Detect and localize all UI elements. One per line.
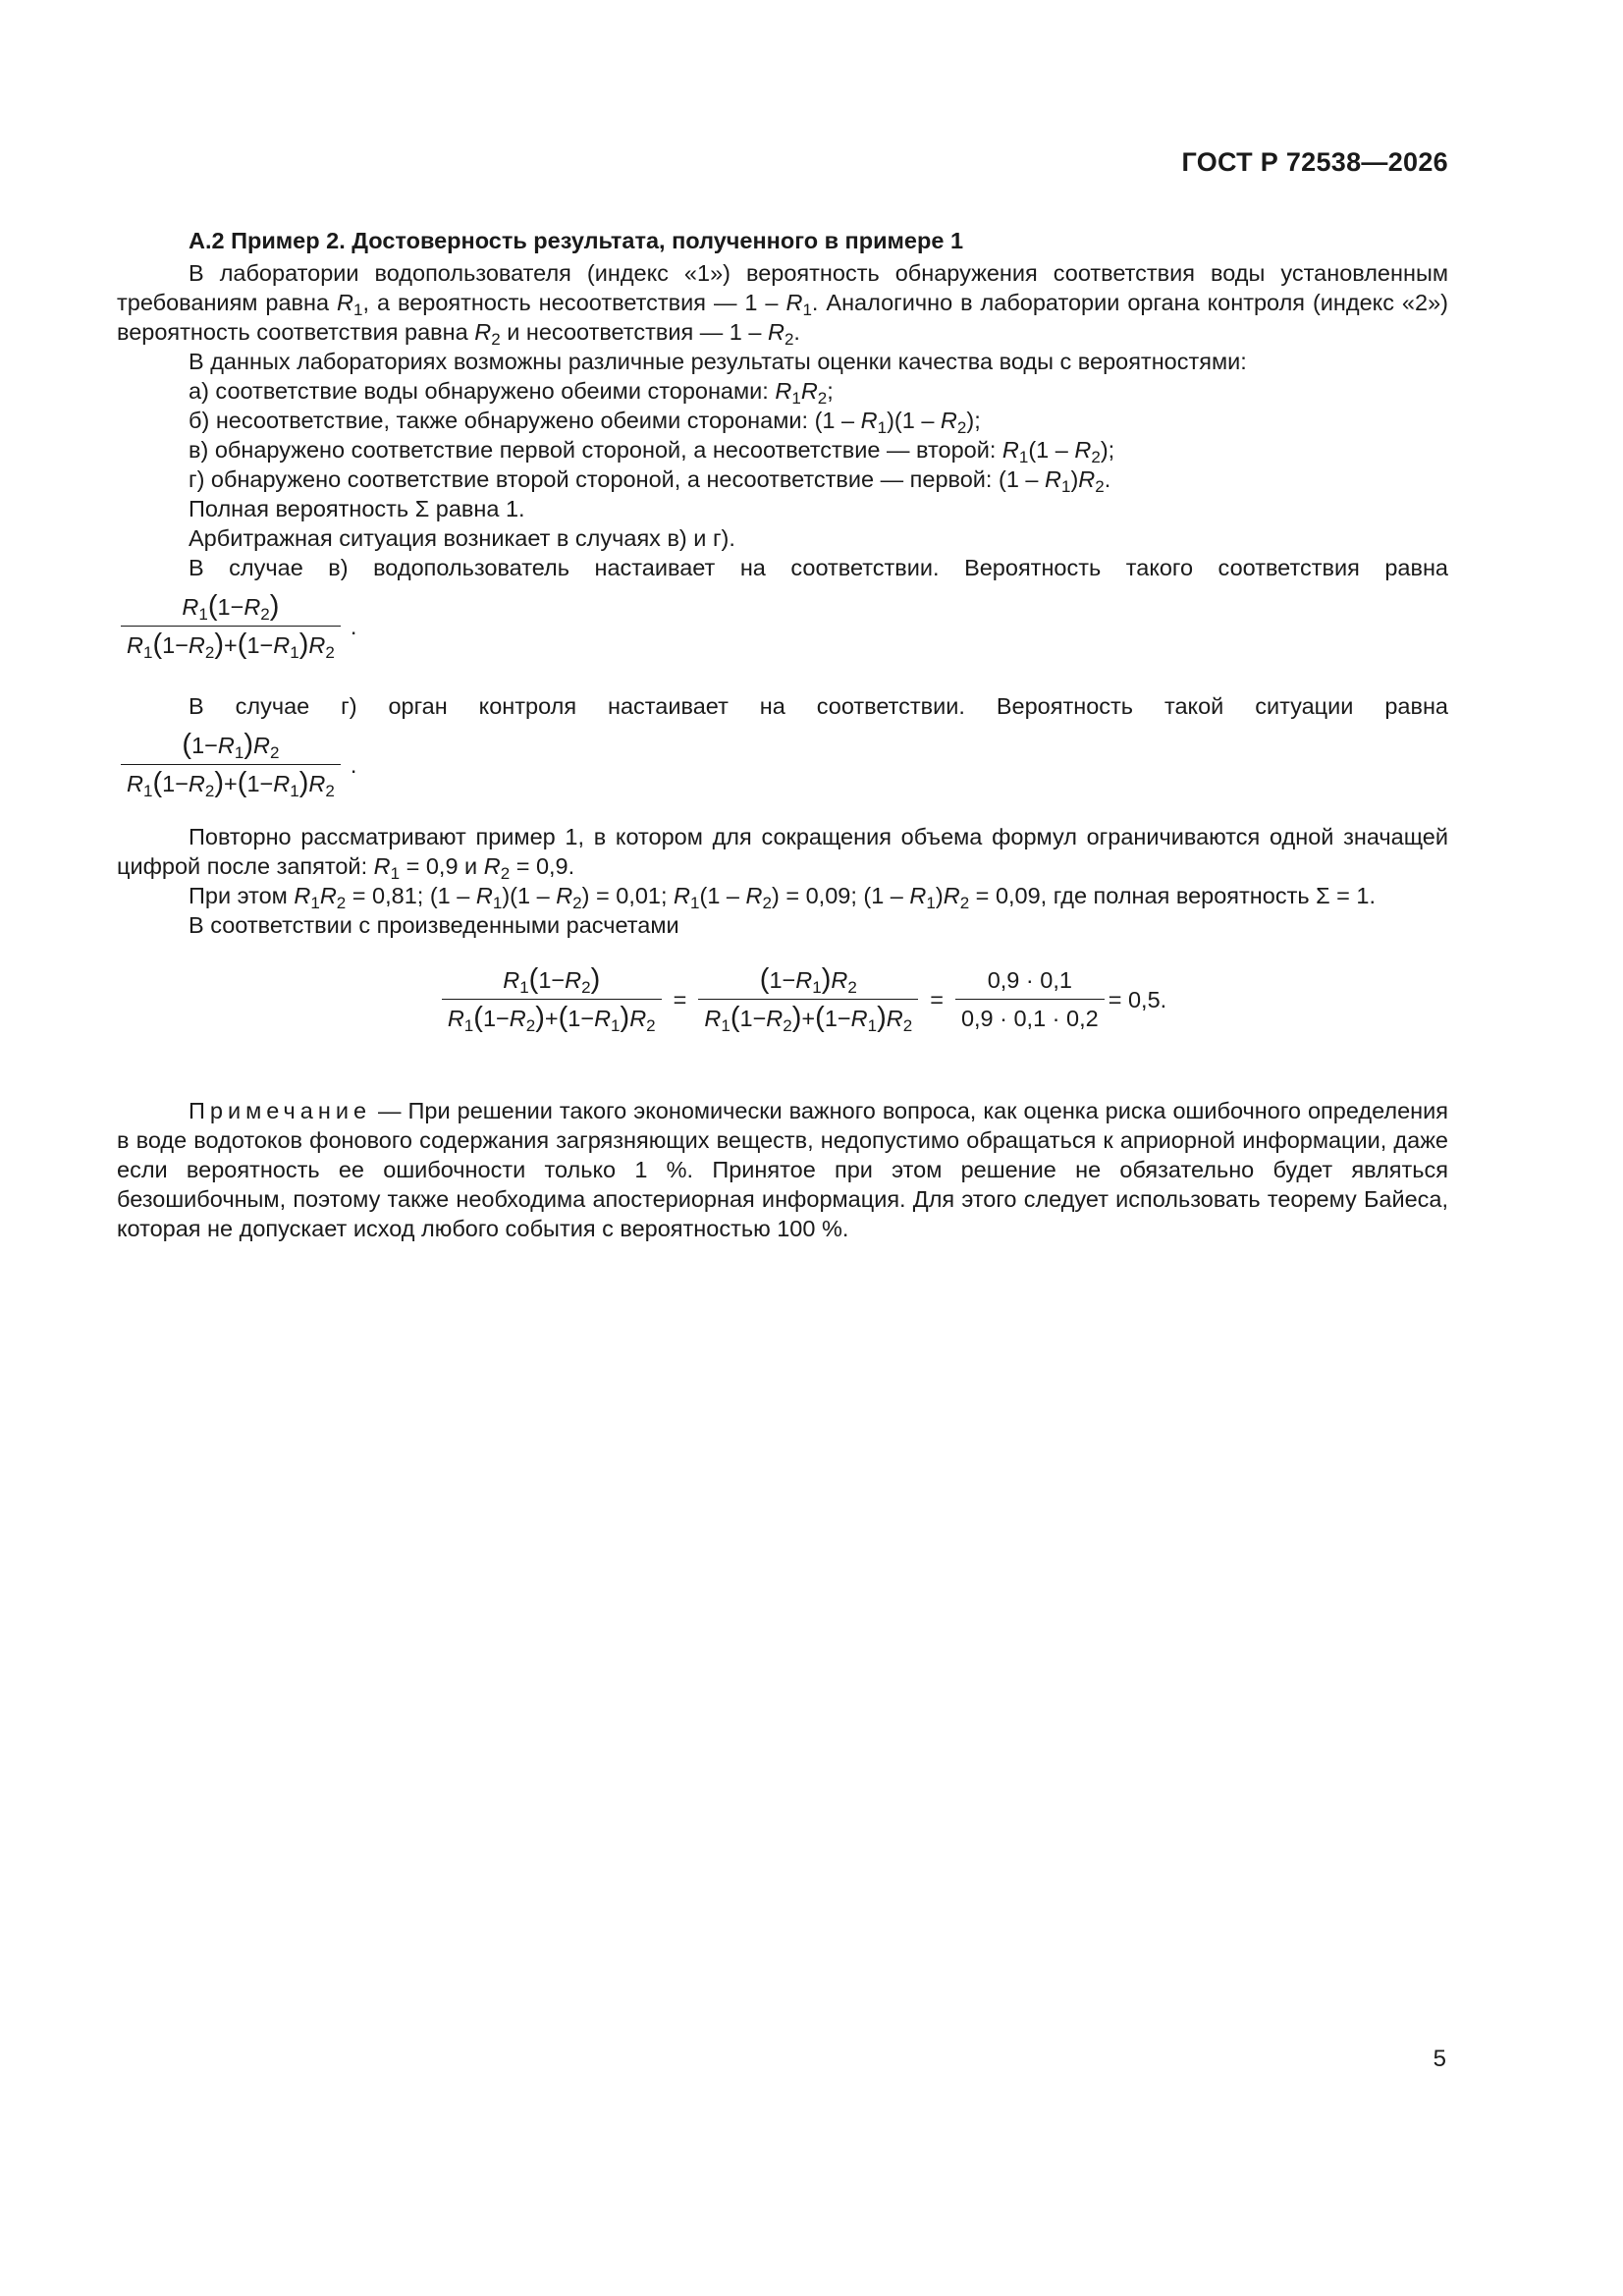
equation-result: = 0,5. — [1108, 986, 1167, 1012]
list-item-b: б) несоответствие, также обнаружено обеими сторонами: $(1 - R_1)(1 - R_2)$; — [189, 408, 981, 437]
equation-final: $\frac{R_1(1-R_2)}{R_1(1-R_2)+(1-R_1)R_2}$ = $\frac{(1-R_1)R_2}{R_1(1-R_2)+(1-R_1)R_2}$ = $\frac{0,9 \cdot 0,1}{0,9 \cdot 0,1 \cdot 0,2}$ = 0,5. — [117, 963, 1448, 1035]
formula-case-v: $\frac{R_1(1-R_2)}{R_1(1-R_2)+(1-R_1)R_2}$ . — [117, 590, 1448, 662]
note-label: Примечание — [189, 1098, 372, 1123]
list-item-g: г) обнаружено соответствие второй стороной, а несоответствие — первой: $(1 - R_1)R_2$. — [189, 466, 1111, 496]
list-item-a: а) соответствие воды обнаружено обеими сторонами: $R_1R_2$; — [189, 378, 834, 408]
list-item-v: в) обнаружено соответствие первой стороной, а несоответствие — второй: $R_1(1 - R_2)$; — [189, 437, 1115, 466]
paragraph-calculation-intro: В соответствии с произведенными расчетами — [189, 912, 679, 938]
sum-line: Полная вероятность Σ равна 1. — [189, 496, 525, 521]
arbitration-line: Арбитражная ситуация возникает в случаях в) и г). — [189, 525, 735, 551]
formula-case-g: $\frac{(1-R_1)R_2}{R_1(1-R_2)+(1-R_1)R_2}$ . — [117, 729, 1448, 800]
paragraph-probabilities: В лаборатории водопользователя (индекс «1») вероятность обнаружения соответствия воды установленным требованиям равна $R_1$, а вероятность несоответствия — $1 - R_1$. Аналогично в лаборатории органа контроля (индекс «2») вероятность соответствия равна $R_2$ и несоответствия — $1 - R_2$. — [117, 260, 1448, 349]
document-code: ГОСТ Р 72538—2026 — [1181, 147, 1448, 177]
paragraph-outcomes-intro: В данных лабораториях возможны различные результаты оценки качества воды с вероятностями: — [189, 349, 1247, 374]
paragraph-computed-values: При этом $R_1R_2 = 0,81$; $(1 - R_1)(1 - R_2) = 0,01$; $R_1(1 - R_2) = 0,09$; $(1 - R_1)R_2 = 0,09$, где полная вероятность Σ = 1. — [189, 883, 1377, 912]
page-number: 5 — [1433, 2046, 1446, 2072]
section-title: А.2 Пример 2. Достоверность результата, полученного в примере 1 — [189, 228, 964, 253]
note: Примечание — При решении такого экономически важного вопроса, как оценка риска ошибочного определения в воде водотоков фонового содержания загрязняющих веществ, недопустимо обращаться к априорной информации, даже если вероятность ее ошибочности только 1 %. Принятое при этом решение не обязательно будет являться безошибочным, поэтому также необходима апостериорная информация. Для этого следует использовать теорему Байеса, которая не допускает исход любого события с вероятностью 100 %. — [117, 1098, 1448, 1241]
page-content — [117, 226, 1448, 1243]
case-g-text: В случае г) орган контроля настаивает на соответствии. Вероятность такой ситуации равна — [189, 693, 1448, 719]
case-v-text: В случае в) водопользователь настаивает на соответствии. Вероятность такого соответствия равна — [189, 555, 1448, 580]
fraction-numeric: $\frac{0,9 \cdot 0,1}{0,9 \cdot 0,1 \cdot 0,2}$ — [955, 963, 1105, 1035]
fraction-symbolic-g: $\frac{(1-R_1)R_2}{R_1(1-R_2)+(1-R_1)R_2}$ — [698, 963, 918, 1035]
fraction-case-g: $\frac{(1-R_1)R_2}{R_1(1-R_2)+(1-R_1)R_2}$ — [121, 729, 341, 800]
fraction-case-v: $\frac{R_1(1-R_2)}{R_1(1-R_2)+(1-R_1)R_2}$ — [121, 590, 341, 662]
fraction-symbolic-v: $\frac{R_1(1-R_2)}{R_1(1-R_2)+(1-R_1)R_2}$ — [442, 963, 662, 1035]
paragraph-repeat-example: Повторно рассматривают пример 1, в котором для сокращения объема формул ограничиваются одной значащей цифрой после запятой: $R_1 = 0,9$ и $R_2 = 0,9$. — [117, 824, 1448, 883]
